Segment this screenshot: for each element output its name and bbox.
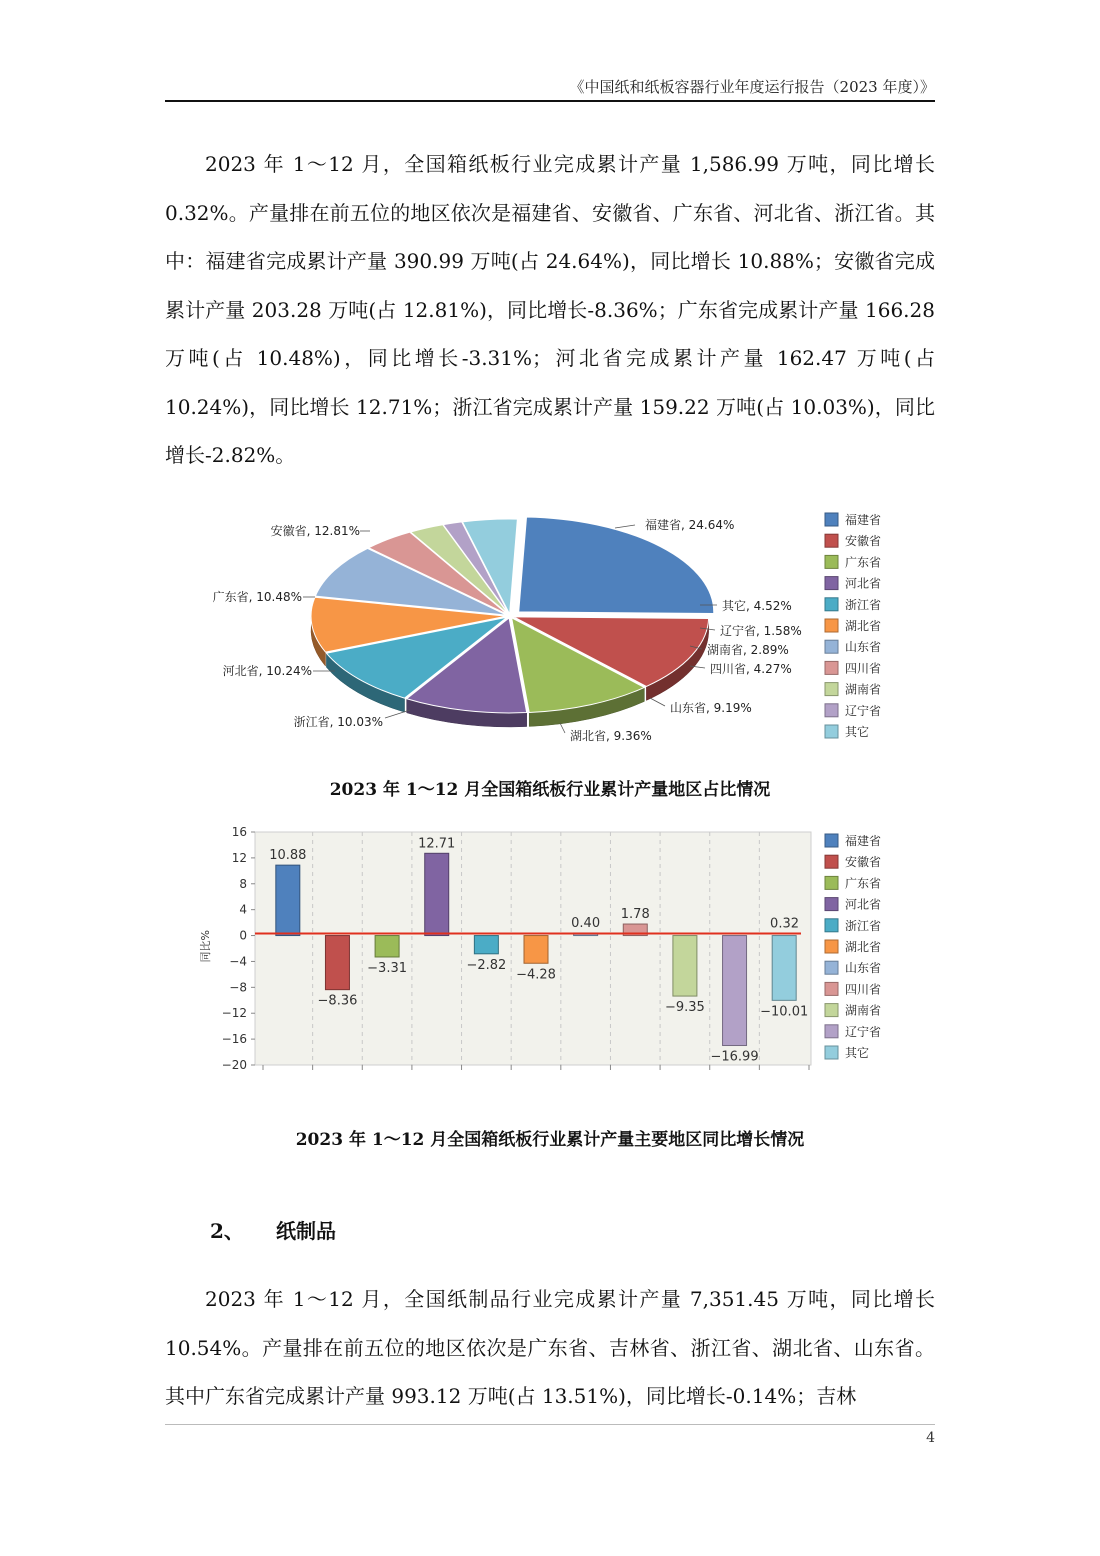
bar-legend-label-1: 安徽省 [845, 855, 882, 870]
pie-legend-swatch-3 [825, 577, 838, 590]
pie-label-1: 安徽省, 12.81% [270, 524, 360, 538]
page-number: 4 [926, 1430, 935, 1446]
pie-legend-swatch-5 [825, 619, 838, 632]
bar-legend-swatch-7 [825, 982, 838, 995]
bar-0 [276, 865, 300, 935]
pie-legend-swatch-7 [825, 661, 838, 674]
bar-legend-label-6: 山东省 [845, 961, 882, 976]
bar-legend-swatch-2 [825, 876, 838, 889]
bar-legend-label-2: 广东省 [845, 876, 882, 891]
bar-legend-label-10: 其它 [845, 1046, 870, 1060]
y-tick-label-9: −20 [221, 1058, 247, 1072]
pie-label-6: 山东省, 9.19% [670, 701, 752, 715]
pie-leader-6 [650, 698, 665, 706]
pie-legend-label-7: 四川省 [845, 661, 882, 676]
bar-legend-swatch-5 [825, 940, 838, 953]
pie-legend-label-10: 其它 [845, 725, 870, 739]
bar-legend-label-5: 湖北省 [845, 940, 882, 954]
pie-chart [195, 508, 915, 758]
y-tick-label-6: −8 [229, 980, 247, 995]
bar-legend-swatch-3 [825, 898, 838, 911]
pie-legend-swatch-0 [825, 513, 838, 526]
pie-label-9: 辽宁省, 1.58% [720, 624, 802, 638]
bar-legend-swatch-0 [825, 834, 838, 847]
pie-legend-label-8: 湖南省 [845, 682, 882, 697]
pie-leader-0 [615, 525, 635, 528]
pie-legend-swatch-10 [825, 725, 838, 738]
pie-legend-swatch-6 [825, 640, 838, 653]
bar-value-label-6: 0.40 [571, 915, 601, 931]
bar-value-label-0: 10.88 [269, 848, 307, 864]
y-tick-label-2: 8 [239, 876, 247, 891]
bar-value-label-8: −9.35 [664, 1000, 705, 1016]
y-tick-label-3: 4 [239, 902, 247, 917]
bar-legend-swatch-8 [825, 1004, 838, 1017]
y-tick-label-5: −4 [229, 954, 247, 969]
pie-legend-label-2: 广东省 [845, 555, 882, 570]
bar-legend-label-8: 湖南省 [845, 1003, 882, 1018]
bar-legend-label-7: 四川省 [845, 982, 882, 997]
bar-1 [325, 936, 349, 990]
pie-label-8: 湖南省, 2.89% [707, 643, 789, 657]
pie-label-0: 福建省, 24.64% [645, 518, 735, 532]
bar-2 [375, 936, 399, 957]
section-heading [210, 1215, 336, 1244]
bar-legend-swatch-10 [825, 1046, 838, 1059]
pie-label-7: 四川省, 4.27% [710, 662, 792, 676]
reference-line-label: 0.32 [770, 916, 799, 932]
bar-4 [474, 936, 498, 954]
bar-chart-caption: 2023 年 1～12 月全国箱纸板行业累计产量主要地区同比增长情况 [295, 1130, 805, 1150]
y-tick-label-8: −16 [221, 1032, 247, 1047]
pie-legend-label-1: 安徽省 [845, 534, 882, 549]
pie-legend-swatch-8 [825, 683, 838, 696]
pie-legend-swatch-9 [825, 704, 838, 717]
pie-leader-4 [385, 710, 410, 718]
section-title: 纸制品 [276, 1219, 336, 1243]
y-tick-label-0: 16 [231, 825, 247, 839]
bar-10 [772, 936, 796, 1001]
pie-legend-swatch-1 [825, 534, 838, 547]
footer-rule [165, 1424, 935, 1425]
bar-value-label-2: −3.31 [367, 960, 408, 976]
header-rule [165, 100, 935, 102]
pie-leader-5 [560, 723, 565, 733]
pie-legend-label-0: 福建省 [845, 513, 882, 527]
bar-legend-label-3: 河北省 [845, 897, 882, 912]
section-number: 2、 [210, 1219, 244, 1243]
bar-3 [425, 853, 449, 935]
y-tick-label-7: −12 [221, 1006, 247, 1021]
bar-legend-swatch-6 [825, 961, 838, 974]
pie-chart-caption: 2023 年 1～12 月全国箱纸板行业累计产量地区占比情况 [329, 780, 771, 800]
bar-legend-swatch-4 [825, 919, 838, 932]
bar-value-label-9: −16.99 [710, 1049, 759, 1065]
pie-legend-swatch-2 [825, 555, 838, 568]
bar-chart [195, 822, 915, 1077]
bar-5 [524, 936, 548, 964]
running-header: 《中国纸和纸板容器行业年度运行报告（2023 年度）》 [569, 78, 935, 96]
bar-value-label-1: −8.36 [317, 993, 358, 1009]
pie-label-2: 广东省, 10.48% [212, 590, 302, 604]
pie-label-3: 河北省, 10.24% [222, 664, 312, 678]
bar-legend-swatch-1 [825, 855, 838, 868]
bar-legend-swatch-9 [825, 1025, 838, 1038]
pie-legend-swatch-4 [825, 598, 838, 611]
pie-legend-label-3: 河北省 [845, 576, 882, 591]
y-axis-label: 同比% [199, 930, 212, 963]
pie-legend-label-6: 山东省 [845, 640, 882, 655]
bar-8 [673, 936, 697, 997]
pie-label-4: 浙江省, 10.03% [293, 715, 383, 729]
pie-legend-label-5: 湖北省 [845, 619, 882, 633]
bar-value-label-3: 12.71 [418, 836, 456, 852]
bar-legend-label-9: 辽宁省 [845, 1024, 882, 1039]
bar-value-label-10: −10.01 [760, 1004, 809, 1020]
pie-legend-label-4: 浙江省 [845, 597, 882, 612]
pie-label-10: 其它, 4.52% [722, 599, 792, 613]
y-tick-label-4: 0 [239, 928, 247, 943]
pie-legend-label-9: 辽宁省 [845, 703, 882, 718]
bar-value-label-7: 1.78 [620, 907, 650, 923]
bar-legend-label-0: 福建省 [845, 834, 882, 848]
bar-legend-label-4: 浙江省 [845, 918, 882, 933]
paragraph-boxboard: 2023 年 1～12 月，全国箱纸板行业完成累计产量 1,586.99 万吨，同比增长 0.32%。产量排在前五位的地区依次是福建省、安徽省、广东省、河北省、浙江省。其中：福建省完成累计产量 390.99 万吨(占 24.64%)，同比增长 10.88%；安徽省完成累计产量 203.28 万吨(占 12.81%)，同比增长-8.36%；广东省完成累计产量 166.28 万吨(占 10.48%)，同比增长-3.31%；河北省完成累计产量 162.47 万吨(占 10.24%)，同比增长 12.71%；浙江省完成累计产量 159.22 万吨(占 10.03%)，同比增长-2.82%。 [165, 152, 935, 467]
bar-value-label-4: −2.82 [466, 957, 507, 973]
pie-label-5: 湖北省, 9.36% [570, 729, 652, 743]
bar-value-label-5: −4.28 [516, 967, 556, 983]
bar-9 [723, 936, 747, 1046]
y-tick-label-1: 12 [231, 850, 247, 865]
paragraph-paper-products: 2023 年 1～12 月，全国纸制品行业完成累计产量 7,351.45 万吨，同比增长 10.54%。产量排在前五位的地区依次是广东省、吉林省、浙江省、湖北省、山东省。其中广东省完成累计产量 993.12 万吨(占 13.51%)，同比增长-0.14%；吉林 [165, 1287, 935, 1408]
